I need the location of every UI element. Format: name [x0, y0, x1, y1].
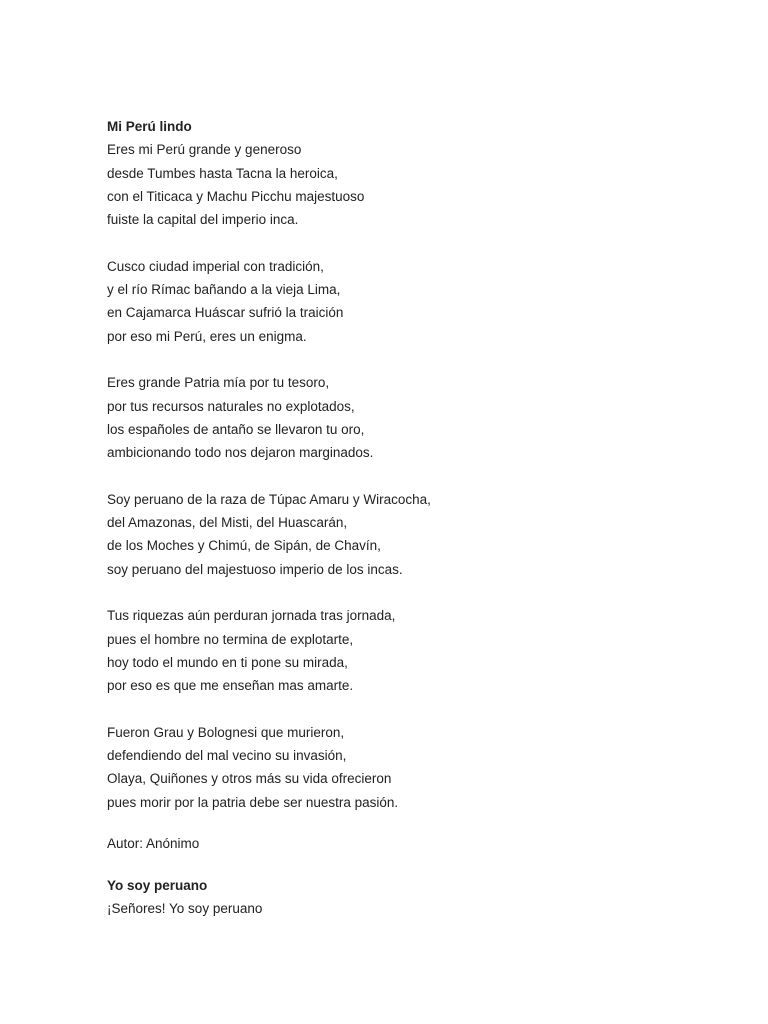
verse-line: pues el hombre no termina de explotarte, — [107, 631, 354, 647]
verse-line: del Amazonas, del Misti, del Huascarán, — [107, 515, 348, 531]
verse-line: por eso es que me enseñan mas amarte. — [107, 678, 354, 694]
verse-line: y el río Rímac bañando a la vieja Lima, — [107, 282, 341, 298]
stanza — [107, 371, 727, 464]
verse-line: por tus recursos naturales no explotados, — [107, 398, 355, 414]
verse-line: Olaya, Quiñones y otros más su vida ofrecieron — [107, 771, 392, 787]
stanza — [107, 138, 727, 231]
verse-line: Tus riquezas aún perduran jornada tras jornada, — [107, 608, 396, 624]
verse-line: Cusco ciudad imperial con tradición, — [107, 258, 324, 274]
verse-line: desde Tumbes hasta Tacna la heroica, — [107, 165, 338, 181]
poem — [107, 115, 727, 856]
verse-line: con el Titicaca y Machu Picchu majestuoso — [107, 188, 365, 204]
verse-line: de los Moches y Chimú, de Sipán, de Chavín, — [107, 538, 381, 554]
stanza — [107, 721, 727, 814]
verse-line: ambicionando todo nos dejaron marginados. — [107, 445, 374, 461]
stanza — [107, 604, 727, 697]
verse-line: Fueron Grau y Bolognesi que murieron, — [107, 724, 345, 740]
verse-line: en Cajamarca Huáscar sufrió la traición — [107, 305, 344, 321]
verse-line: los españoles de antaño se llevaron tu oro, — [107, 421, 365, 437]
stanza — [107, 488, 727, 581]
verse-line: soy peruano del majestuoso imperio de los incas. — [107, 561, 403, 577]
document-body — [107, 115, 727, 943]
verse-line: Soy peruano de la raza de Túpac Amaru y Wiracocha, — [107, 491, 431, 507]
stanza — [107, 897, 727, 920]
verse-line: hoy todo el mundo en ti pone su mirada, — [107, 654, 348, 670]
verse-line: ¡Señores! Yo soy peruano — [107, 900, 263, 916]
verse-line: Eres grande Patria mía por tu tesoro, — [107, 375, 330, 391]
verse-line: defendiendo del mal vecino su invasión, — [107, 748, 347, 764]
poem-author: Autor: Anónimo — [107, 836, 200, 852]
poem — [107, 874, 727, 921]
verse-line: fuiste la capital del imperio inca. — [107, 212, 299, 228]
poem-title: Yo soy peruano — [107, 877, 208, 893]
verse-line: pues morir por la patria debe ser nuestra pasión. — [107, 794, 399, 810]
stanza — [107, 255, 727, 348]
poem-title: Mi Perú lindo — [107, 119, 192, 134]
verse-line: por eso mi Perú, eres un enigma. — [107, 328, 307, 344]
verse-line: Eres mi Perú grande y generoso — [107, 142, 302, 158]
